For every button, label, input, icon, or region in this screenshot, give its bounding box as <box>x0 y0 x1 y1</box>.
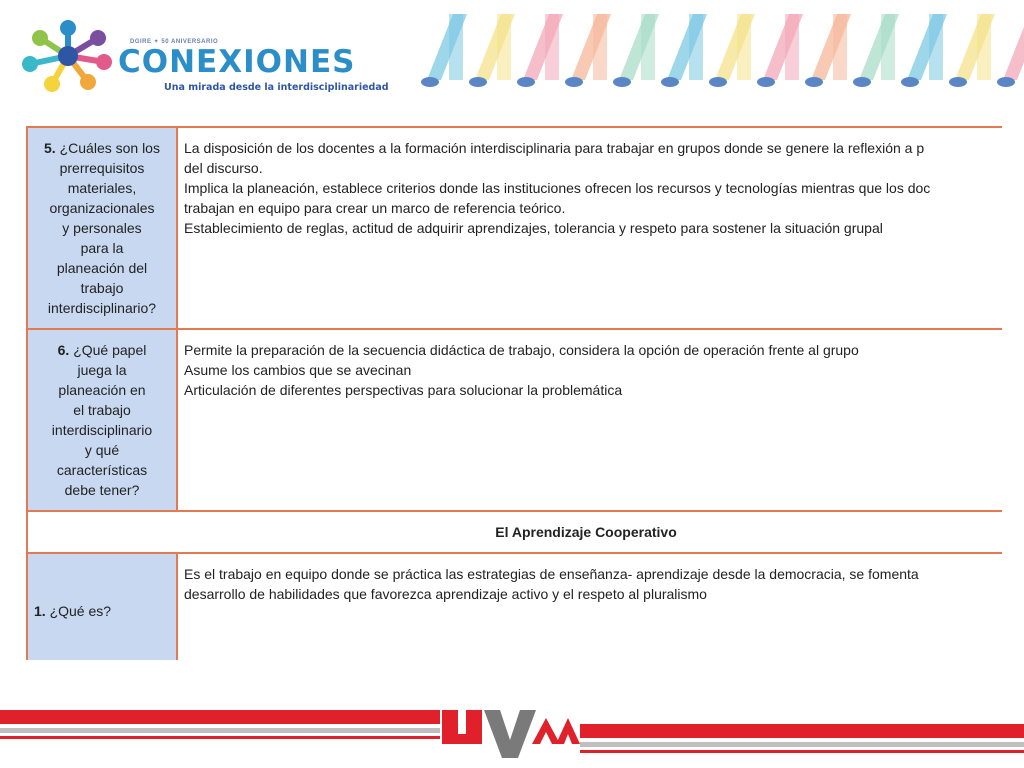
question-text: y personales <box>62 220 142 236</box>
question-text: organizacionales <box>49 200 155 216</box>
answer-text: Establecimiento de reglas, actitud de adquirir aprendizajes, tolerancia y respeto para sostener la situación grupal <box>184 220 883 236</box>
question-text: prerrequisitos <box>59 160 145 176</box>
answer-text: Articulación de diferentes perspectivas para solucionar la problemática <box>184 382 623 398</box>
question-text: debe tener? <box>64 482 140 498</box>
answer-text: desarrollo de habilidades que favorezca aprendizaje activo y el respeto al pluralismo <box>184 586 707 602</box>
answer-text: La disposición de los docentes a la formación interdisciplinaria para trabajar en grupos donde se genere la reflexión a p <box>184 140 925 156</box>
answer-cell <box>177 329 1002 511</box>
answer-text: Es el trabajo en equipo donde se práctica las estrategias de enseñanza- aprendizaje desde la democracia, se fomenta <box>184 566 919 582</box>
section-header-row <box>27 511 1002 553</box>
qa-table <box>26 126 1002 660</box>
decorative-stripe-pattern <box>415 10 1024 92</box>
answer-text: Permite la preparación de la secuencia didáctica de trabajo, considera la opción de operación frente al grupo <box>184 342 859 358</box>
section-title: El Aprendizaje Cooperativo <box>27 511 1002 553</box>
conexiones-logo <box>18 18 398 98</box>
question-text: y qué <box>84 442 120 458</box>
qa-table-container <box>26 126 1002 660</box>
answer-text: trabajan en equipo para crear un marco de referencia teórico. <box>184 200 566 216</box>
network-logo-icon <box>18 18 118 98</box>
question-text: para la <box>80 240 124 256</box>
question-text: materiales, <box>67 180 137 196</box>
uvaq-logo-icon <box>442 710 580 758</box>
question-number: 5. <box>44 140 56 156</box>
question-text: juega la <box>77 362 127 378</box>
question-cell <box>27 553 177 660</box>
question-cell <box>27 127 177 329</box>
table-row <box>27 329 1002 511</box>
answer-text: Asume los cambios que se avecinan <box>184 362 412 378</box>
logo-title: CONEXIONES <box>118 44 356 80</box>
question-number: 6. <box>57 342 70 358</box>
answer-text: del discurso. <box>184 160 263 176</box>
logo-supertitle: DGIRE ✦ 50 ANIVERSARIO <box>130 39 219 45</box>
answer-cell <box>177 553 1002 660</box>
question-text: características <box>56 462 148 478</box>
question-text: interdisciplinario? <box>47 300 157 316</box>
question-number: 1. <box>34 603 46 619</box>
table-row <box>27 127 1002 329</box>
question-text: ¿Cuáles son los <box>59 140 160 156</box>
question-text: planeación del <box>56 260 148 276</box>
question-text: el trabajo <box>73 402 131 418</box>
uvaq-footer-banner <box>0 700 1024 768</box>
question-cell <box>27 329 177 511</box>
answer-cell <box>177 127 1002 329</box>
logo-subtitle: Una mirada desde la interdisciplinariedad <box>164 82 389 93</box>
question-text: trabajo <box>80 280 124 296</box>
question-text: ¿Qué es? <box>49 603 112 619</box>
question-text: interdisciplinario <box>51 422 153 438</box>
question-text: planeación en <box>58 382 146 398</box>
question-text: ¿Qué papel <box>73 342 147 358</box>
answer-text: Implica la planeación, establece criterios donde las instituciones ofrecen los recursos y tecnologías mientras que los doc <box>184 180 931 196</box>
table-row <box>27 553 1002 660</box>
